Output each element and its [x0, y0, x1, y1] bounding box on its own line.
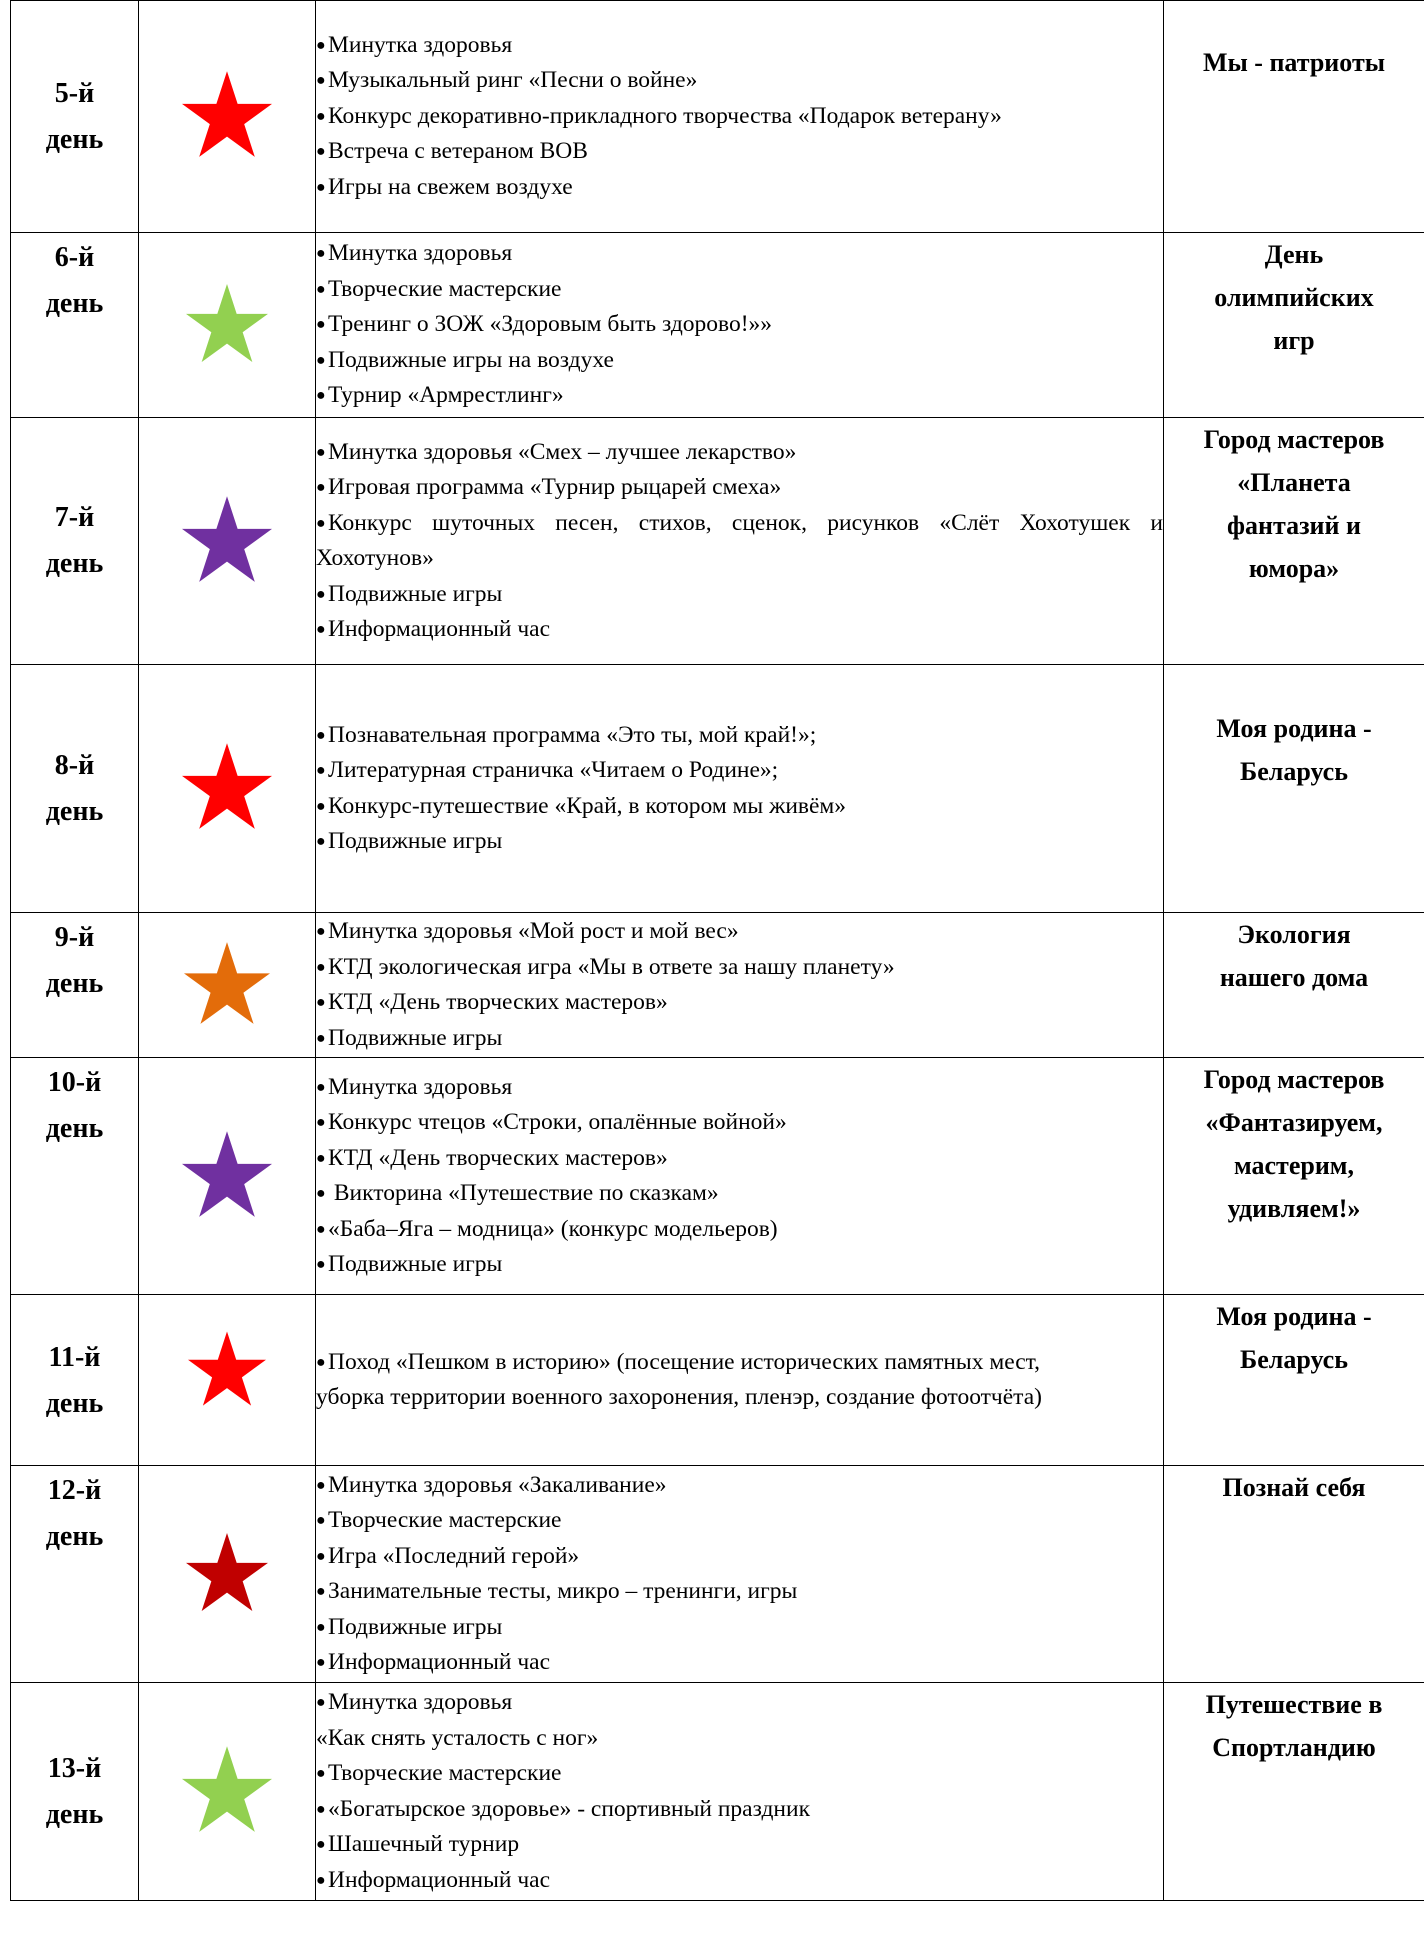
day-label-cell	[11, 1, 139, 233]
bullet-icon	[316, 506, 328, 542]
schedule-row-day-8	[11, 665, 1424, 913]
star-shape	[188, 1331, 266, 1405]
activities-cell	[316, 1295, 1164, 1466]
bullet-icon	[316, 1021, 328, 1057]
activities-cell	[316, 665, 1164, 913]
activity-item: ●Творческие мастерские	[316, 1756, 1163, 1792]
activity-item: ●Творческие мастерские	[316, 1503, 1163, 1539]
bullet-icon	[316, 1247, 328, 1283]
star-cell	[139, 1058, 316, 1295]
bullet-icon	[316, 1610, 328, 1646]
star-cell	[139, 913, 316, 1058]
day-number: 9-й	[54, 922, 95, 953]
bullet-icon	[316, 985, 328, 1021]
red-star-icon	[188, 1331, 266, 1406]
dark-red-star-icon	[186, 1533, 268, 1611]
bullet-icon	[316, 1574, 328, 1610]
bullet-icon	[316, 307, 328, 343]
bullet-icon	[316, 1863, 328, 1899]
day-word: день	[45, 1388, 104, 1419]
bullet-icon	[316, 1141, 328, 1177]
bullet-icon	[316, 343, 328, 379]
camp-schedule-table	[10, 0, 1424, 1901]
day-word: день	[45, 123, 104, 155]
bullet-icon	[316, 28, 328, 64]
activity-item: ●Конкурс-путешествие «Край, в котором мы живём»	[316, 789, 1163, 825]
star-shape	[186, 284, 268, 362]
day-number: 12-й	[47, 1475, 102, 1506]
activity-item: ●Поход «Пешком в историю» (посещение исторических памятных мест, уборка территории военного захоронения, пленэр, создание фотоотчёта)	[316, 1345, 1163, 1416]
day-label-cell	[11, 1058, 139, 1295]
star-cell	[139, 1466, 316, 1683]
bullet-icon	[316, 99, 328, 135]
activity-item: ●Познавательная программа «Это ты, мой край!»;	[316, 718, 1163, 754]
activities-cell	[316, 1058, 1164, 1295]
day-number: 6-й	[54, 242, 95, 273]
theme-cell: Город мастеров «Фантазируем, мастерим, удивляем!»	[1164, 1058, 1424, 1295]
star-shape	[182, 1131, 272, 1217]
activity-item: ●КТД «День творческих мастеров»	[316, 985, 1163, 1021]
day-label-cell	[11, 1466, 139, 1683]
bullet-icon	[316, 63, 328, 99]
bullet-icon	[316, 236, 328, 272]
activity-item: ●Творческие мастерские	[316, 272, 1163, 308]
activities-list	[316, 28, 1163, 206]
activity-item: ●Турнир «Армрестлинг»	[316, 378, 1163, 414]
day-label-cell	[11, 913, 139, 1058]
star-cell	[139, 1683, 316, 1901]
star-cell	[139, 1, 316, 233]
activity-item: ●Минутка здоровья «Смех – лучшее лекарство»	[316, 435, 1163, 471]
activities-cell	[316, 1683, 1164, 1901]
activity-item: ●«Богатырское здоровье» - спортивный праздник	[316, 1792, 1163, 1828]
star-shape	[182, 71, 272, 157]
schedule-row-day-13	[11, 1683, 1424, 1901]
activity-item: ●Минутка здоровья «Мой рост и мой вес»	[316, 914, 1163, 950]
purple-star-icon	[182, 1131, 272, 1217]
bullet-icon	[316, 1468, 328, 1504]
bullet-icon	[316, 1827, 328, 1863]
schedule-row-day-6	[11, 233, 1424, 418]
star-shape	[182, 496, 272, 582]
green-star-icon	[186, 284, 268, 362]
bullet-icon	[316, 1345, 328, 1381]
activity-item: ●Подвижные игры	[316, 1247, 1163, 1283]
theme-line: Мы - патриоты	[1202, 48, 1386, 77]
activity-item: ●Игры на свежем воздухе	[316, 170, 1163, 206]
schedule-row-day-11	[11, 1295, 1424, 1466]
activities-cell	[316, 1, 1164, 233]
bullet-icon	[316, 170, 328, 206]
theme-cell: Город мастеров «Планета фантазий и юмора»	[1164, 418, 1424, 665]
bullet-icon	[316, 134, 328, 170]
activities-list	[316, 236, 1163, 414]
activity-item: ●«Баба–Яга – модница» (конкурс модельеров)	[316, 1212, 1163, 1248]
day-word: день	[45, 795, 104, 827]
theme-cell	[1164, 1, 1424, 233]
bullet-icon	[316, 950, 328, 986]
theme-cell: Моя родина - Беларусь	[1164, 1295, 1424, 1466]
activity-item: ●Минутка здоровья	[316, 28, 1163, 64]
schedule-row-day-7	[11, 418, 1424, 665]
day-label-cell	[11, 1295, 139, 1466]
day-number: 5-й	[54, 77, 95, 109]
activity-item: ●Минутка здоровья	[316, 1070, 1163, 1106]
activity-item: ● Викторина «Путешествие по сказкам»	[316, 1176, 1163, 1212]
activity-item: ●Конкурс чтецов «Строки, опалённые войной»	[316, 1105, 1163, 1141]
star-cell	[139, 233, 316, 418]
star-shape	[182, 743, 272, 829]
bullet-icon	[316, 378, 328, 414]
day-label-cell	[11, 233, 139, 418]
day-label-cell	[11, 1683, 139, 1901]
activities-list	[316, 1685, 1163, 1898]
activities-list	[316, 914, 1163, 1056]
bullet-icon	[316, 1503, 328, 1539]
bullet-icon	[316, 577, 328, 613]
bullet-icon	[316, 1105, 328, 1141]
activity-item: ●Минутка здоровья	[316, 1685, 1163, 1721]
activities-list	[316, 1345, 1163, 1416]
activity-item: ●Информационный час	[316, 612, 1163, 648]
schedule-row-day-9	[11, 913, 1424, 1058]
activity-item: ●Литературная страничка «Читаем о Родине»;	[316, 753, 1163, 789]
star-shape	[184, 942, 270, 1024]
day-word: день	[45, 968, 104, 999]
day-number: 8-й	[54, 749, 95, 781]
theme-cell: Путешествие в Спортландию	[1164, 1683, 1424, 1901]
activities-cell	[316, 1466, 1164, 1683]
bullet-icon	[316, 1685, 328, 1721]
schedule-row-day-12	[11, 1466, 1424, 1683]
schedule-row-day-5	[11, 1, 1424, 233]
activity-item: ●Подвижные игры	[316, 824, 1163, 860]
schedule-row-day-10	[11, 1058, 1424, 1295]
activity-item: ●Информационный час	[316, 1863, 1163, 1899]
activity-item: ●КТД экологическая игра «Мы в ответе за нашу планету»	[316, 950, 1163, 986]
bullet-icon	[316, 789, 328, 825]
day-word: день	[45, 1113, 104, 1144]
star-cell	[139, 1295, 316, 1466]
bullet-icon	[316, 612, 328, 648]
activities-list	[316, 1468, 1163, 1681]
star-cell	[139, 665, 316, 913]
activity-item: ●Шашечный турнир	[316, 1827, 1163, 1863]
bullet-icon	[316, 1176, 328, 1212]
bullet-icon	[316, 914, 328, 950]
activities-list	[316, 718, 1163, 860]
activities-cell	[316, 913, 1164, 1058]
activity-item: ●Конкурс шуточных песен, стихов, сценок, рисунков «Слёт Хохотушек и Хохотунов»	[316, 506, 1163, 577]
bullet-icon	[316, 1792, 328, 1828]
activity-item: ●Тренинг о ЗОЖ «Здоровым быть здорово!»»	[316, 307, 1163, 343]
bullet-icon	[316, 272, 328, 308]
day-number: 13-й	[47, 1752, 102, 1784]
activity-item: ●Игра «Последний герой»	[316, 1539, 1163, 1575]
activity-item: ●Подвижные игры	[316, 1610, 1163, 1646]
day-label-cell	[11, 418, 139, 665]
green-star-icon	[182, 1746, 272, 1832]
theme-cell: Моя родина - Беларусь	[1164, 665, 1424, 913]
activity-item: ●Встреча с ветераном ВОВ	[316, 134, 1163, 170]
activity-item: ●Минутка здоровья «Закаливание»	[316, 1468, 1163, 1504]
activities-cell	[316, 233, 1164, 418]
activity-item: ●Игровая программа «Турнир рыцарей смеха»	[316, 470, 1163, 506]
star-cell	[139, 418, 316, 665]
orange-star-icon	[184, 942, 270, 1024]
activity-item: ●Подвижные игры	[316, 577, 1163, 613]
bullet-icon	[316, 435, 328, 471]
purple-star-icon	[182, 496, 272, 582]
day-word: день	[45, 288, 104, 319]
bullet-icon	[316, 1539, 328, 1575]
activity-item: ●Минутка здоровья	[316, 236, 1163, 272]
activity-item: ●КТД «День творческих мастеров»	[316, 1141, 1163, 1177]
bullet-icon	[316, 470, 328, 506]
activities-cell	[316, 418, 1164, 665]
bullet-icon	[316, 1070, 328, 1106]
day-word: день	[45, 1798, 104, 1830]
activities-list	[316, 435, 1163, 648]
bullet-icon	[316, 1756, 328, 1792]
red-star-icon	[182, 743, 272, 829]
day-number: 7-й	[54, 502, 95, 533]
activity-item: «Как снять усталость с ног»	[316, 1724, 599, 1751]
red-star-icon	[182, 71, 272, 157]
theme-cell: Познай себя	[1164, 1466, 1424, 1683]
day-number: 10-й	[47, 1067, 102, 1098]
activity-item: ●Занимательные тесты, микро – тренинги, игры	[316, 1574, 1163, 1610]
bullet-icon	[316, 1645, 328, 1681]
theme-cell: Экология нашего дома	[1164, 913, 1424, 1058]
theme-cell: День олимпийских игр	[1164, 233, 1424, 418]
day-number: 11-й	[48, 1342, 101, 1373]
bullet-icon	[316, 824, 328, 860]
activity-item: ●Подвижные игры	[316, 1021, 1163, 1057]
star-shape	[182, 1746, 272, 1832]
activity-item: ●Конкурс декоративно-прикладного творчества «Подарок ветерану»	[316, 99, 1163, 135]
activity-item: ●Музыкальный ринг «Песни о войне»	[316, 63, 1163, 99]
bullet-icon	[316, 718, 328, 754]
star-shape	[186, 1533, 268, 1611]
day-word: день	[45, 1521, 104, 1552]
bullet-icon	[316, 1212, 328, 1248]
day-word: день	[45, 548, 104, 579]
activity-item: ●Информационный час	[316, 1645, 1163, 1681]
day-label-cell	[11, 665, 139, 913]
activities-list	[316, 1070, 1163, 1283]
bullet-icon	[316, 753, 328, 789]
activity-item: ●Подвижные игры на воздухе	[316, 343, 1163, 379]
